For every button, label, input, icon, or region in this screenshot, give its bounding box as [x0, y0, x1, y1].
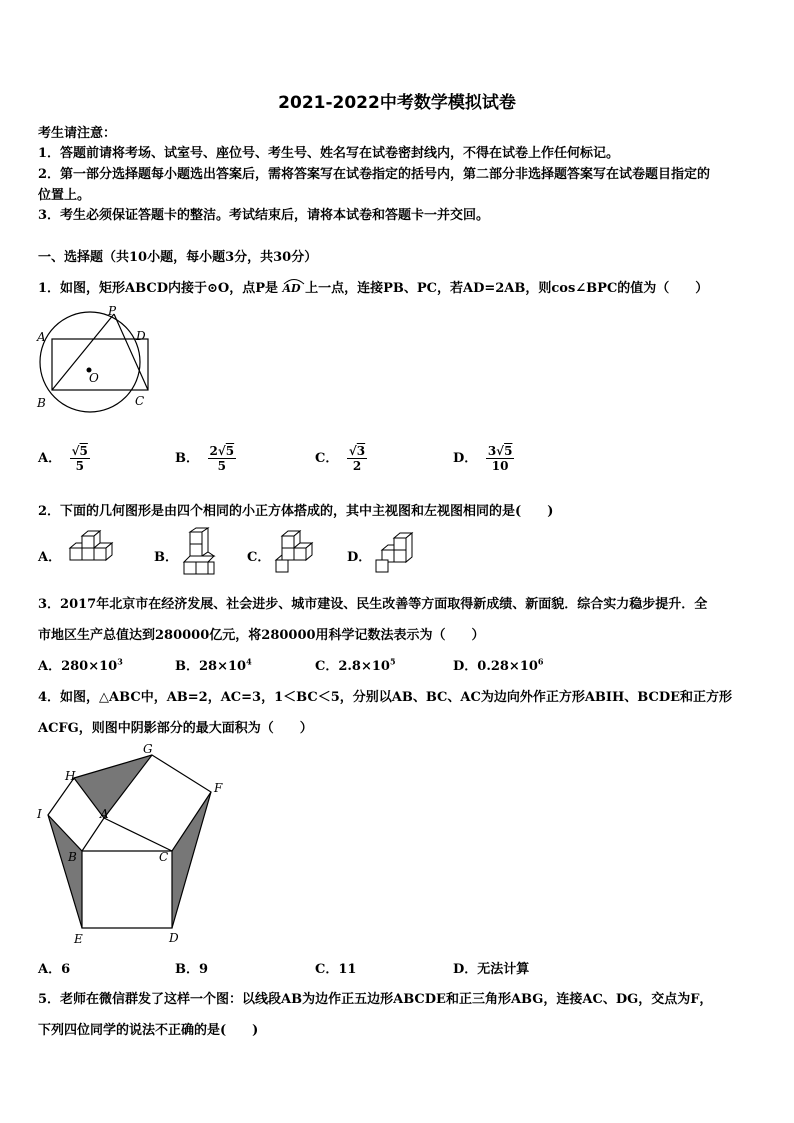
q1-stem-b: 上一点，连接PB、PC，若AD=2AB，则cos∠BPC的值为（ ）	[305, 281, 709, 296]
q3-option-a[interactable]	[38, 655, 123, 674]
denominator: 5	[75, 459, 84, 473]
q1-arc-label: AD	[282, 282, 301, 295]
q1-circle-figure	[34, 304, 154, 424]
label-c: C	[135, 394, 145, 408]
option-letter: D．	[453, 451, 478, 466]
cube-figure-c	[272, 530, 320, 574]
radicand: 5	[79, 444, 88, 458]
arc-icon	[283, 277, 305, 285]
label-i: I	[37, 807, 42, 821]
segment-pc	[114, 314, 148, 390]
denominator: 5	[217, 459, 227, 473]
cube-figure-b	[180, 526, 220, 578]
label-c: C	[159, 850, 169, 864]
radicand: 3	[356, 444, 366, 458]
option-text: C．2.8×10	[315, 659, 390, 674]
option-text: B．28×10	[175, 659, 247, 674]
label-d: D	[136, 329, 146, 343]
denominator: 10	[491, 459, 509, 473]
radicand: 5	[504, 444, 513, 458]
label-a: A	[100, 807, 109, 821]
q1-stem-a: 1．如图，矩形ABCD内接于⊙O，点P是	[38, 281, 278, 296]
q4-option-b[interactable]: B．9	[175, 962, 209, 977]
exponent: 5	[389, 656, 396, 667]
q1-option-d[interactable]	[453, 444, 514, 473]
notice-heading: 考生请注意：	[38, 126, 117, 141]
coef: 3	[487, 444, 497, 458]
fraction: $\frac{√3}{2}$	[348, 444, 366, 473]
exponent: 4	[246, 656, 252, 667]
option-letter: A．	[38, 451, 62, 466]
q2-option-c-label[interactable]: C．	[247, 550, 271, 565]
label-o: O	[89, 371, 99, 385]
label-d: D	[169, 931, 179, 945]
segment-pb	[52, 314, 114, 390]
arc-ad-symbol	[283, 282, 301, 295]
q2-option-b-label[interactable]: B．	[154, 550, 178, 565]
q3-option-d[interactable]	[453, 655, 544, 674]
label-e: E	[74, 932, 83, 946]
q2-option-a-label[interactable]: A．	[38, 550, 62, 565]
question-2-stem: 2．下面的几何图形是由四个相同的小正方体搭成的，其中主视图和左视图相同的是( )	[38, 504, 554, 519]
exponent: 3	[117, 656, 123, 667]
question-3-line2: 市地区生产总值达到280000亿元，将280000用科学记数法表示为（ ）	[38, 628, 485, 643]
option-letter: C．	[315, 451, 339, 466]
q3-option-c[interactable]	[315, 655, 396, 674]
q4-option-d[interactable]: D．无法计算	[453, 962, 530, 977]
q1-option-c[interactable]	[315, 444, 367, 473]
notice-item: 3．考生必须保证答题卡的整洁。考试结束后，请将本试卷和答题卡一并交回。	[38, 208, 490, 223]
rectangle-abcd	[52, 339, 148, 390]
cube-figure-a	[66, 528, 126, 576]
question-4-line2: ACFG，则图中阴影部分的最大面积为（ ）	[38, 721, 313, 736]
exponent: 6	[537, 656, 544, 667]
cube-figure-d	[372, 532, 416, 574]
denominator: 2	[352, 459, 362, 473]
question-1-stem	[38, 277, 708, 296]
notice-item: 1．答题前请将考场、试室号、座位号、考生号、姓名写在试卷密封线内，不得在试卷上作任何标记。	[38, 146, 620, 161]
option-letter: B．	[175, 451, 199, 466]
question-5-line2: 下列四位同学的说法不正确的是( )	[38, 1023, 259, 1038]
section-heading: 一、选择题（共10小题，每小题3分，共30分）	[38, 250, 318, 265]
label-g: G	[143, 742, 153, 756]
label-b: B	[68, 850, 77, 864]
option-text: A．280×10	[38, 659, 118, 674]
label-a: A	[37, 330, 46, 344]
label-f: F	[214, 781, 223, 795]
fraction: $\frac{3√5}{10}$	[487, 444, 513, 473]
q4-option-c[interactable]: C．11	[315, 962, 357, 977]
q1-option-a[interactable]	[38, 444, 90, 473]
question-5-line1: 5．老师在微信群发了这样一个图：以线段AB为边作正五边形ABCDE和正三角形ABG，连接AC、DG，交点为F，	[38, 992, 713, 1007]
radicand: 5	[225, 444, 235, 458]
shaded-triangle-top	[74, 755, 152, 818]
label-h: H	[65, 769, 76, 783]
fraction: $\frac{2√5}{5}$	[209, 444, 235, 473]
label-b: B	[37, 396, 46, 410]
question-3-line1: 3．2017年北京市在经济发展、社会进步、城市建设、民生改善等方面取得新成绩、新面貌．综合实力稳步提升．全	[38, 597, 708, 612]
q2-option-d-label[interactable]: D．	[347, 550, 372, 565]
page-title: 2021-2022中考数学模拟试卷	[278, 93, 516, 113]
q4-squares-figure	[34, 740, 234, 950]
q4-option-a[interactable]: A．6	[38, 962, 71, 977]
label-p: P	[108, 304, 117, 318]
circle-o	[40, 312, 140, 412]
q1-option-b[interactable]	[175, 444, 236, 473]
fraction: $\frac{√5}{5}$	[71, 444, 88, 473]
notice-item: 位置上。	[38, 188, 91, 203]
coef: 2	[209, 444, 218, 458]
notice-item: 2．第一部分选择题每小题选出答案后，需将答案写在试卷指定的括号内，第二部分非选择题答案写在试卷题目指定的	[38, 167, 711, 182]
q3-option-b[interactable]	[175, 655, 252, 674]
option-text: D．0.28×10	[453, 659, 538, 674]
question-4-line1: 4．如图，△ABC中，AB=2，AC=3，1＜BC＜5，分别以AB、BC、AC为边向外作正方形ABIH、BCDE和正方形	[38, 690, 733, 705]
